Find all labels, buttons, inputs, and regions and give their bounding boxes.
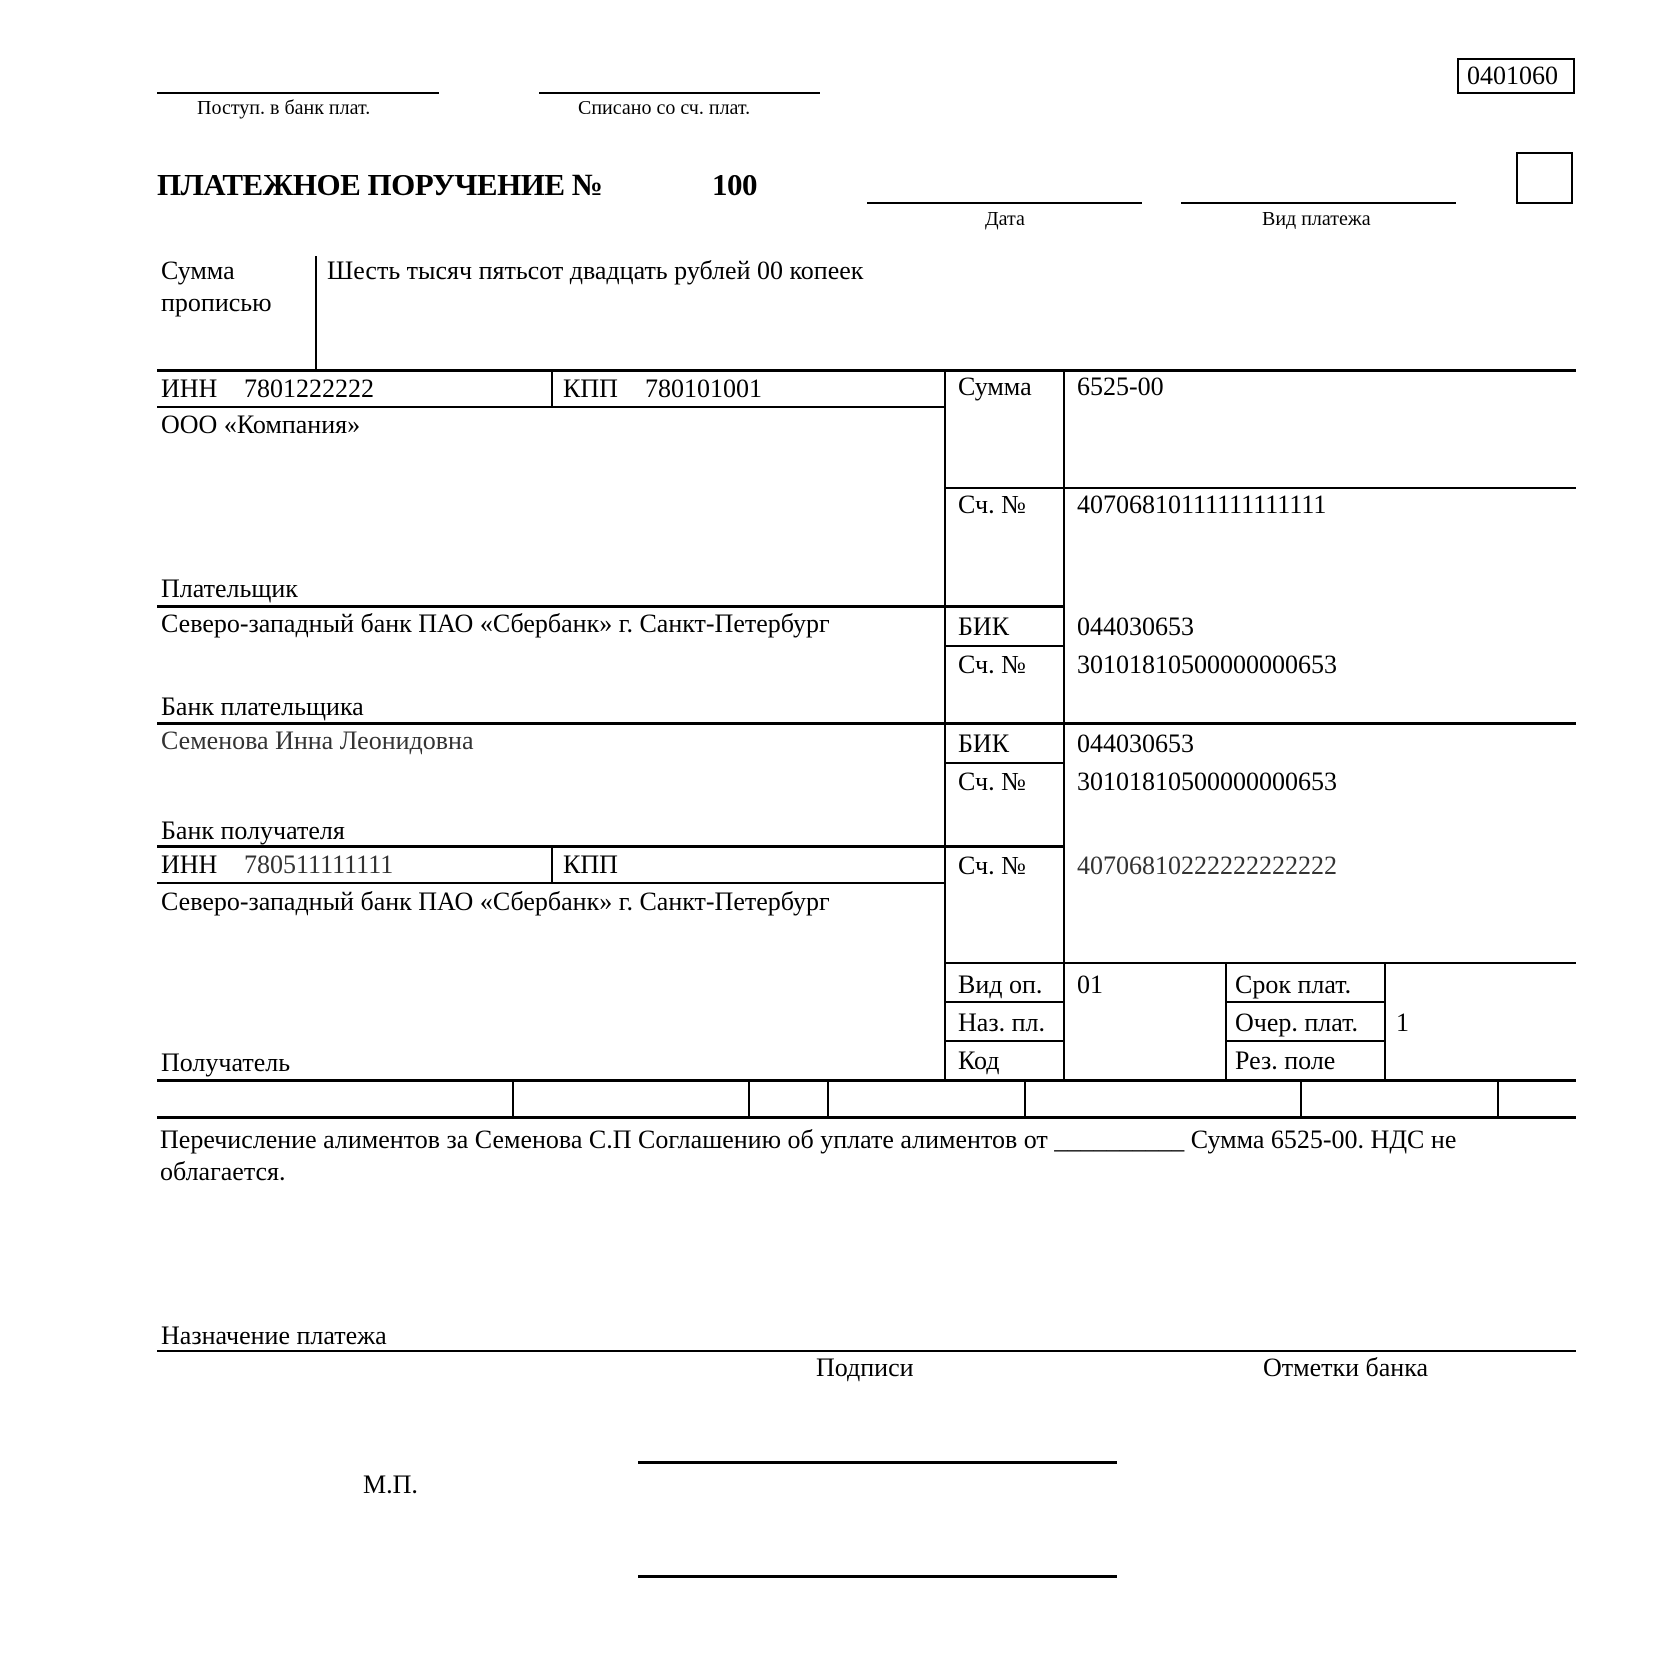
payer-bank-bik: 044030653 — [1077, 612, 1194, 641]
payer-bank-bik-label: БИК — [958, 612, 1010, 641]
signature-line-2[interactable] — [638, 1575, 1117, 1578]
bank-marks-label: Отметки банка — [1263, 1353, 1429, 1382]
amount-words-label-2: прописью — [161, 288, 272, 317]
payer-bank-account: 30101810500000000653 — [1077, 650, 1337, 679]
signatures-label: Подписи — [816, 1353, 914, 1382]
payment-purpose-label: Назначение платежа — [161, 1321, 387, 1350]
tax-divider-6 — [1497, 1079, 1499, 1116]
debited-label: Списано со сч. плат. — [578, 97, 751, 119]
payer-section-label: Плательщик — [161, 574, 298, 603]
codes-divider-4 — [1384, 962, 1386, 1079]
amount-bottom-line — [944, 487, 1576, 489]
payer-bank-bik-line — [944, 645, 1063, 647]
amount-words-label-1: Сумма — [161, 256, 235, 285]
form-code-box — [1457, 58, 1575, 94]
payer-inn: 7801222222 — [244, 374, 374, 403]
purpose-code-label: Наз. пл. — [958, 1008, 1045, 1037]
document-number: 100 — [712, 167, 757, 202]
recipient-kpp-divider — [551, 845, 553, 882]
stamp-label: М.П. — [363, 1470, 418, 1499]
amount-words-divider — [315, 256, 317, 369]
payment-purpose-text: Перечисление алиментов за Семенова С.П Соглашению об уплате алиментов от __________ Сумма 6525-00. НДС не облагается. — [160, 1125, 1457, 1186]
payment-type-field[interactable] — [1181, 202, 1456, 204]
payer-bank-name: Северо-западный банк ПАО «Сбербанк» г. Санкт-Петербург — [161, 609, 830, 638]
recipient-bank-account-label: Сч. № — [958, 767, 1026, 796]
recipient-bank-bik-line — [944, 762, 1063, 764]
op-type-label: Вид оп. — [958, 970, 1043, 999]
document-title: ПЛАТЕЖНОЕ ПОРУЧЕНИЕ № — [157, 167, 603, 202]
tax-row-bottom-line — [157, 1116, 1576, 1119]
payer-inn-label: ИНН — [161, 374, 218, 403]
date-label: Дата — [985, 208, 1025, 230]
payer-bank-account-label: Сч. № — [958, 650, 1026, 679]
codes-row-line-1b — [1225, 1001, 1384, 1003]
recipient-section-label: Получатель — [161, 1048, 291, 1077]
due-label: Срок плат. — [1235, 970, 1352, 999]
recipient-kpp-label: КПП — [563, 850, 618, 879]
purpose-bottom-line — [157, 1350, 1576, 1352]
received-date-line — [157, 92, 439, 94]
recipient-inn-line — [157, 882, 944, 884]
recipient-bank-bik-label: БИК — [958, 729, 1010, 758]
payer-bottom-line — [157, 605, 1063, 608]
reserve-label: Рез. поле — [1235, 1046, 1336, 1075]
priority-value: 1 — [1396, 1008, 1409, 1037]
payer-account-label: Сч. № — [958, 490, 1026, 519]
payer-kpp-label: КПП — [563, 374, 618, 403]
op-type: 01 — [1077, 970, 1103, 999]
tax-divider-4 — [1024, 1079, 1026, 1116]
codes-row-line-1a — [944, 1001, 1063, 1003]
payer-bank-bottom-line — [157, 722, 1576, 725]
debited-date-line — [539, 92, 820, 94]
grid-top-line — [157, 369, 1576, 372]
recipient-bank-account: 30101810500000000653 — [1077, 767, 1337, 796]
received-label: Поступ. в банк плат. — [197, 97, 371, 119]
payer-kpp: 780101001 — [645, 374, 762, 403]
payment-type-label: Вид платежа — [1262, 208, 1371, 230]
codes-row-line-2b — [1225, 1040, 1384, 1042]
recipient-bank-bik: 044030653 — [1077, 729, 1194, 758]
tax-divider-5 — [1300, 1079, 1302, 1116]
codes-divider-3 — [1225, 962, 1227, 1079]
tax-divider-1 — [512, 1079, 514, 1116]
recipient-bank-name: Семенова Инна Леонидовна — [161, 726, 474, 755]
priority-label: Очер. плат. — [1235, 1008, 1359, 1037]
amount-value: 6525-00 — [1077, 372, 1164, 401]
payer-bank-section-label: Банк плательщика — [161, 692, 364, 721]
signature-line-1[interactable] — [638, 1461, 1117, 1464]
tax-row-top-line — [157, 1079, 1576, 1082]
amount-label: Сумма — [958, 372, 1032, 401]
codes-row-line-2a — [944, 1040, 1063, 1042]
recipient-name: Северо-западный банк ПАО «Сбербанк» г. Санкт-Петербург — [161, 887, 830, 916]
recipient-account: 40706810222222222222 — [1077, 851, 1337, 880]
recipient-bank-bottom-line — [157, 845, 1063, 848]
recipient-inn: 780511111111 — [244, 850, 394, 879]
recipient-bottom-line — [944, 962, 1576, 964]
amount-words-value: Шесть тысяч пятьсот двадцать рублей 00 копеек — [327, 256, 864, 285]
payer-name: ООО «Компания» — [161, 410, 361, 439]
tax-divider-3 — [827, 1079, 829, 1116]
date-field[interactable] — [867, 202, 1142, 204]
tax-divider-2 — [748, 1079, 750, 1116]
recipient-bank-section-label: Банк получателя — [161, 816, 345, 845]
recipient-inn-label: ИНН — [161, 850, 218, 879]
status-box[interactable] — [1516, 152, 1573, 204]
payer-account: 40706810111111111111 — [1077, 490, 1327, 519]
payer-kpp-divider — [551, 369, 553, 406]
payer-inn-line — [157, 406, 944, 408]
recipient-account-label: Сч. № — [958, 851, 1026, 880]
code-label: Код — [958, 1046, 1000, 1075]
form-code: 0401060 — [1467, 61, 1558, 90]
